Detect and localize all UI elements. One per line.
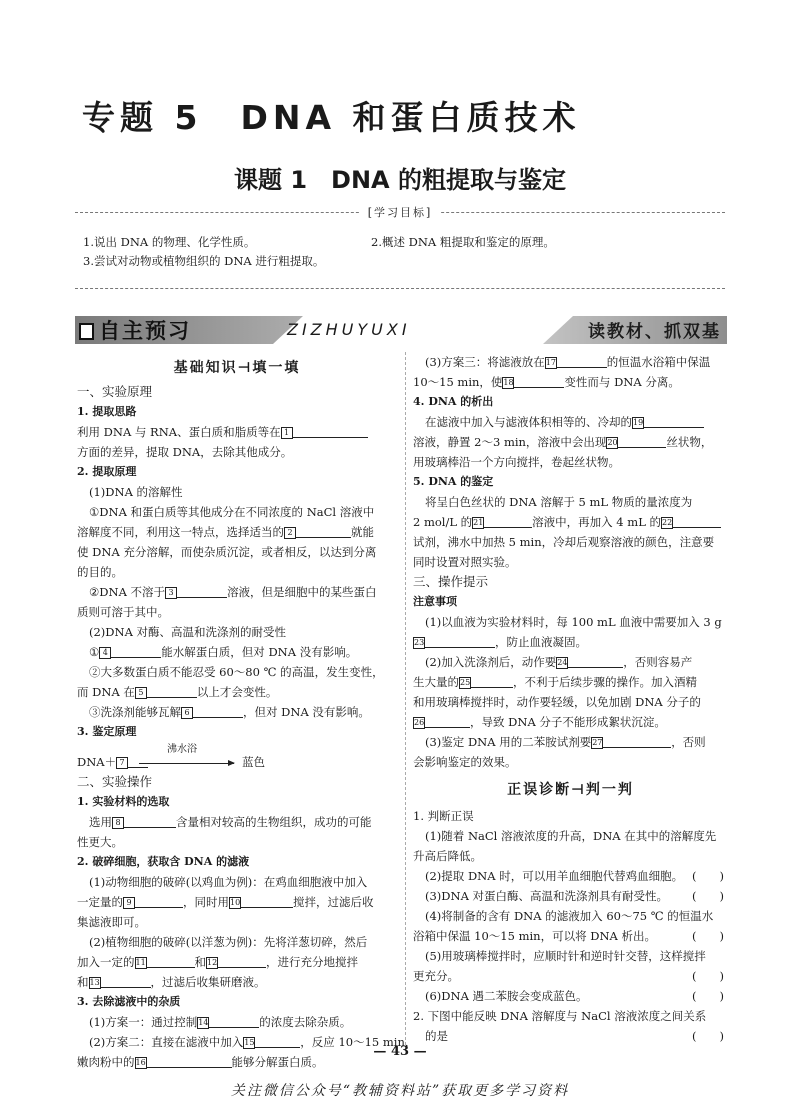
goal-item: 3.尝试对动物或植物组织的 DNA 进行粗提取。: [83, 254, 325, 268]
blank-number: 26: [414, 718, 425, 727]
subheading: 1. 提取思路: [77, 405, 137, 418]
judge-item: 更充分。 ( ): [413, 966, 728, 986]
section-operation: 二、实验操作: [77, 774, 153, 789]
text-line: 在滤液中加入与滤液体积相等的、冷却的19: [413, 412, 728, 432]
text-line: 23 ，防止血液凝固。: [414, 635, 587, 649]
blank-number: 1: [281, 427, 293, 439]
blank-number: 11: [135, 958, 146, 967]
text-line: (2)植物细胞的破碎(以洋葱为例)：先将洋葱切碎，然后: [89, 935, 368, 949]
page-number: — 43 —: [373, 1044, 427, 1059]
text-line: (3)鉴定 DNA 用的二苯胺试剂要27 ，否则: [425, 735, 706, 749]
banner-slogan: 读教材、抓双基: [588, 322, 721, 342]
subheading: 5. DNA 的鉴定: [413, 475, 494, 488]
fill-blank[interactable]: [218, 953, 266, 968]
fill-blank[interactable]: [471, 673, 513, 688]
text-line: 用玻璃棒沿一个方向搅拌，卷起丝状物。: [413, 455, 620, 469]
reaction-arrow: [139, 763, 234, 764]
text-line: 将呈白色丝状的 DNA 溶解于 5 mL 物质的量浓度为: [425, 495, 693, 509]
fill-blank[interactable]: [296, 523, 351, 538]
text-line: 生大量的25 ，不利于后续步骤的操作。加入酒精: [413, 675, 697, 689]
fill-blank[interactable]: [514, 373, 564, 388]
blank-number: 13: [89, 978, 100, 987]
fill-blank[interactable]: [557, 353, 607, 368]
chapter-title: 专题 5 DNA 和蛋白质技术: [82, 98, 581, 137]
section-banner: [75, 312, 727, 346]
text-line: ③洗涤剂能够瓦解 6 ，但对 DNA 没有影响。: [89, 705, 370, 719]
blank-number: 10: [230, 898, 241, 907]
fill-blank[interactable]: [128, 753, 148, 768]
text-line: DNA＋ 7: [77, 752, 148, 772]
banner-box-icon: [79, 323, 94, 340]
fill-blank[interactable]: [425, 713, 470, 728]
banner-pinyin: ZIZHUYUXI: [287, 320, 411, 339]
text-line: (4)将制备的含有 DNA 的滤液加入 60～75 ℃ 的恒温水: [425, 909, 714, 923]
section-tips: 三、操作提示: [413, 574, 489, 589]
blank-number: 12: [207, 958, 218, 967]
fill-blank[interactable]: [425, 633, 495, 648]
text-line: (1)方案一：通过控制14 的浓度去除杂质。: [89, 1015, 352, 1029]
subheading: 2. 提取原理: [77, 465, 137, 478]
text-line: 的目的。: [77, 565, 123, 579]
answer-parens[interactable]: ( ): [692, 869, 724, 883]
text-line: ① 4 能水解蛋白质，但对 DNA 没有影响。: [89, 645, 358, 659]
text-line: 性更大。: [77, 835, 123, 849]
fill-blank[interactable]: [644, 413, 704, 428]
judge-item: (2)提取 DNA 时，可以用羊血细胞代替鸡血细胞。 ( ): [413, 866, 728, 886]
text-line: 2 mol/L 的21 溶液中，再加入 4 mL 的22: [413, 512, 728, 532]
fill-blank[interactable]: [135, 893, 183, 908]
text-line: 和用玻璃棒搅拌时，动作要轻缓，以免加剧 DNA 分子的: [413, 695, 701, 709]
fill-blank[interactable]: [147, 953, 195, 968]
blank-number: 15: [244, 1038, 255, 1047]
subheading: 注意事项: [413, 595, 457, 608]
fill-blank[interactable]: [241, 893, 293, 908]
blank-number: 3: [165, 587, 177, 599]
answer-parens[interactable]: ( ): [692, 969, 724, 983]
column-divider: [405, 352, 406, 1045]
blank-number: 18: [503, 378, 514, 387]
answer-parens[interactable]: ( ): [692, 989, 724, 1003]
fill-blank[interactable]: [124, 813, 176, 828]
text-line: ②大多数蛋白质不能忍受 60～80 ℃ 的高温，发生变性，: [89, 665, 384, 679]
text-line: 升高后降低。: [413, 849, 482, 863]
learning-goals-title: [学习目标]: [360, 204, 440, 220]
blank-number: 23: [414, 638, 425, 647]
blank-number: 8: [112, 817, 124, 829]
fill-blank[interactable]: [147, 683, 197, 698]
blank-number: 7: [116, 757, 128, 769]
blank-number: 2: [284, 527, 296, 539]
text-line: (2)方案二：直接在滤液中加入15 ，反应 10～15 min，: [89, 1035, 417, 1049]
text-line: (3)方案三：将滤液放在17 的恒温水浴箱中保温: [425, 355, 711, 369]
blank-number: 17: [545, 358, 556, 367]
text-line: 利用 DNA 与 RNA、蛋白质和脂质等在 1: [77, 422, 397, 442]
text-line: 集滤液即可。: [77, 915, 146, 929]
text-line: 选用 8 含量相对较高的生物组织，成功的可能: [89, 815, 372, 829]
text-line: (1)动物细胞的破碎(以鸡血为例)：在鸡血细胞液中加入: [89, 875, 368, 889]
fill-blank[interactable]: [484, 513, 532, 528]
blank-number: 4: [99, 647, 111, 659]
fill-blank[interactable]: [618, 433, 666, 448]
fill-blank[interactable]: [177, 583, 227, 598]
fill-blank[interactable]: [193, 703, 243, 718]
text-line: ②DNA 不溶于 3 溶液，但是细胞中的某些蛋白: [89, 585, 377, 599]
lesson-title: 课题 1 DNA 的粗提取与鉴定: [234, 166, 566, 194]
text-line: 加入一定的11 和12 ，进行充分地搅拌: [77, 955, 358, 969]
text-line: (1)DNA 的溶解性: [89, 485, 183, 499]
blank-number: 22: [661, 518, 673, 527]
section-heading-judge: 正误诊断⊣判一判: [507, 782, 634, 798]
answer-parens[interactable]: ( ): [692, 1029, 724, 1043]
subheading: 4. DNA 的析出: [413, 395, 494, 408]
judge-item: 的是 ( ): [413, 1026, 728, 1046]
answer-parens[interactable]: ( ): [692, 929, 724, 943]
subheading: 1. 实验材料的选取: [77, 795, 170, 808]
blank-number: 20: [607, 438, 618, 447]
blank-number: 27: [592, 738, 603, 747]
footer-note: 关注微信公众号“教辅资料站”获取更多学习资料: [230, 1083, 570, 1099]
text-line: 会影响鉴定的效果。: [413, 755, 517, 769]
learning-goals-box: [75, 206, 725, 289]
arrow-label: 沸水浴: [167, 744, 197, 755]
fill-blank[interactable]: [293, 423, 368, 438]
text-line: 同时设置对照实验。: [413, 555, 517, 569]
text-line: 一定量的 9 ，同时用10 搅拌，过滤后收: [77, 895, 374, 909]
banner-title: 自主预习: [99, 319, 191, 343]
text-line: 嫩肉粉中的16 能够分解蛋白质。: [77, 1055, 324, 1069]
subheading: 3. 鉴定原理: [77, 725, 137, 738]
text-line: (1)以血液为实验材料时，每 100 mL 血液中需要加入 3 g: [425, 615, 722, 629]
section-heading-basics: 基础知识⊣填一填: [173, 360, 301, 376]
text-line: (5)用玻璃棒搅拌时，应顺时针和逆时针交替，这样搅拌: [425, 949, 706, 963]
blank-number: 21: [473, 518, 484, 527]
right-column: [413, 352, 728, 1046]
text-line: 而 DNA 在 5 以上才会变性。: [77, 685, 278, 699]
answer-parens[interactable]: ( ): [692, 889, 724, 903]
blank-number: 25: [460, 678, 471, 687]
text-line: ①DNA 和蛋白质等其他成分在不同浓度的 NaCl 溶液中: [89, 505, 375, 519]
text-line: (1)随着 NaCl 溶液浓度的升高，DNA 在其中的溶解度先: [425, 829, 717, 843]
judge-item: 浴箱中保温 10～15 min，可以将 DNA 析出。 ( ): [413, 926, 728, 946]
text-line: 1. 判断正误: [413, 809, 474, 823]
identification-formula: [77, 742, 397, 772]
text-line: (2)加入洗涤剂后，动作要24 ，否则容易产: [425, 655, 693, 669]
text-line: 10～15 min，使18 变性而与 DNA 分离。: [413, 375, 680, 389]
subheading: 2. 破碎细胞，获取含 DNA 的滤液: [77, 855, 250, 868]
text-line: 溶解度不同，利用这一特点，选择适当的 2 就能: [77, 525, 374, 539]
text-line: 2. 下图中能反映 DNA 溶解度与 NaCl 溶液浓度之间关系: [413, 1009, 707, 1023]
text-line: 26 ，导致 DNA 分子不能形成絮状沉淀。: [414, 715, 666, 729]
text-line: 方面的差异，提取 DNA，去除其他成分。: [77, 445, 293, 459]
goal-item: 1.说出 DNA 的物理、化学性质。: [83, 235, 256, 249]
fill-blank[interactable]: [111, 643, 161, 658]
text-line: 试剂，沸水中加热 5 min，冷却后观察溶液的颜色，注意要: [413, 535, 715, 549]
blank-number: 14: [198, 1018, 209, 1027]
judge-item: (6)DNA 遇二苯胺会变成蓝色。 ( ): [413, 986, 728, 1006]
fill-blank[interactable]: [568, 653, 623, 668]
text-line: 溶液，静置 2～3 min，溶液中会出现20 丝状物，: [413, 435, 713, 449]
blank-number: 5: [135, 687, 147, 699]
fill-blank[interactable]: [603, 733, 671, 748]
text-line: 质则可溶于其中。: [77, 605, 169, 619]
blank-number: 24: [557, 658, 568, 667]
goal-item: 2.概述 DNA 粗提取和鉴定的原理。: [371, 235, 555, 249]
text-line: (2)DNA 对酶、高温和洗涤剂的耐受性: [89, 625, 287, 639]
fill-blank[interactable]: [101, 973, 151, 988]
text-line: 蓝色: [242, 755, 265, 769]
subheading: 3. 去除滤液中的杂质: [77, 995, 181, 1008]
blank-number: 19: [633, 418, 644, 427]
fill-blank[interactable]: [209, 1013, 259, 1028]
section-principle: 一、实验原理: [77, 384, 153, 399]
blank-number: 6: [181, 707, 193, 719]
judge-item: (3)DNA 对蛋白酶、高温和洗涤剂具有耐受性。 ( ): [413, 886, 728, 906]
text-line: 使 DNA 充分溶解，而使杂质沉淀，或者相反，以达到分离: [77, 545, 377, 559]
fill-blank[interactable]: [673, 513, 721, 528]
text-line: 和13 ，过滤后收集研磨液。: [77, 975, 266, 989]
blank-number: 9: [123, 897, 135, 909]
blank-number: 16: [135, 1058, 146, 1067]
